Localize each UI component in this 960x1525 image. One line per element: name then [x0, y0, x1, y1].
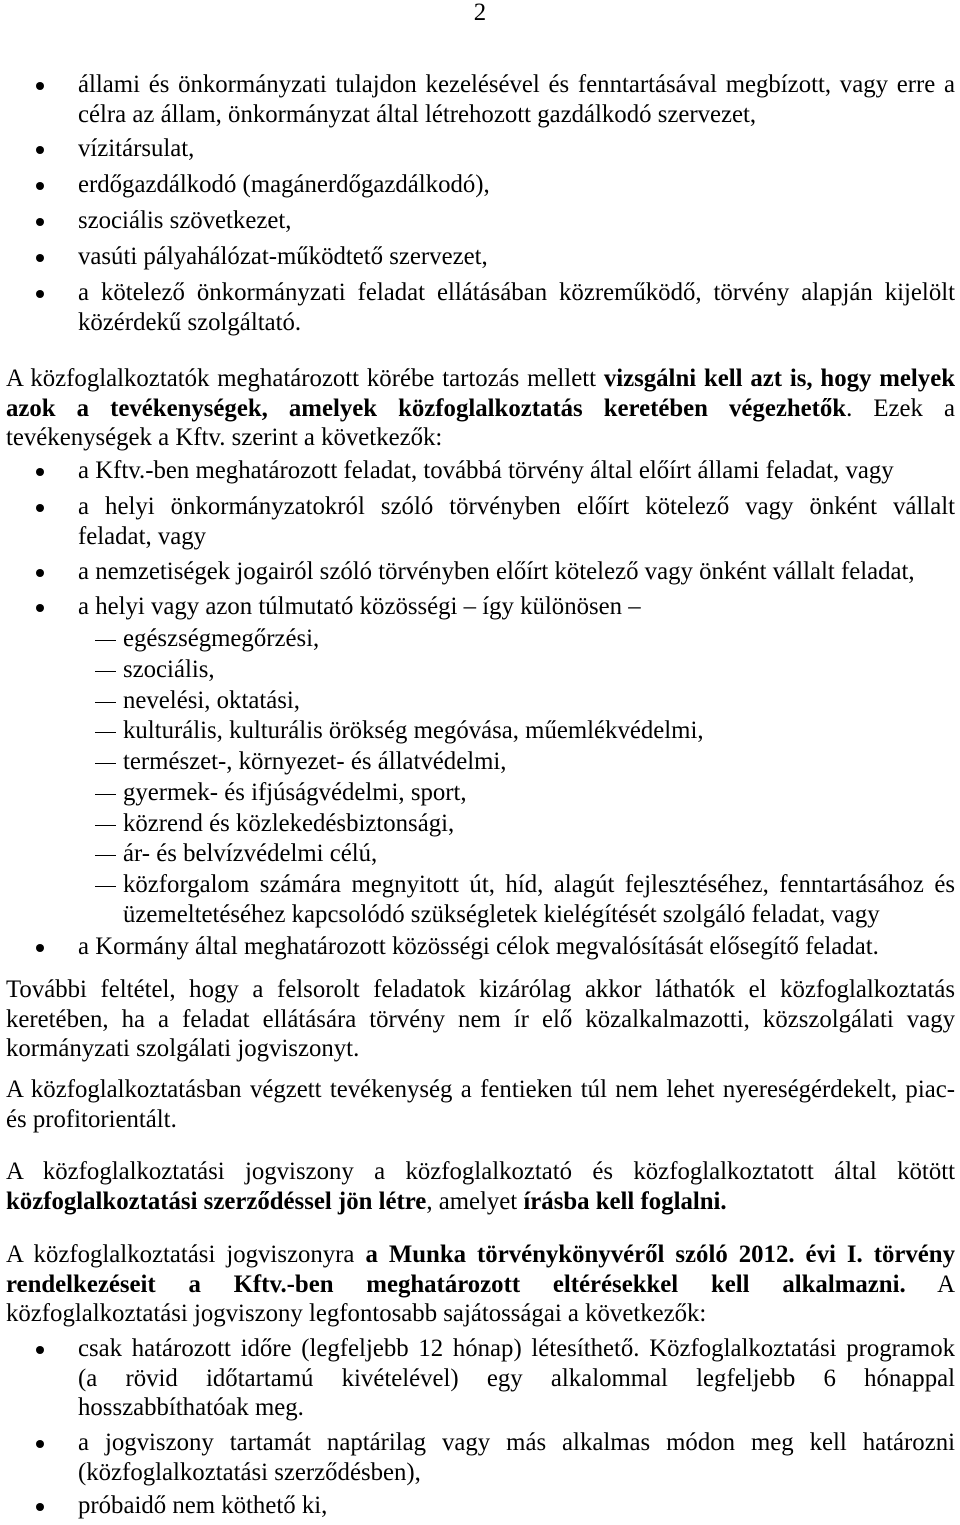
bullet-icon: [36, 468, 44, 476]
text-line: szociális szövetkezet,: [78, 207, 292, 234]
bullet-icon: [36, 218, 44, 226]
text-line: erdőgazdálkodó (magánerdőgazdálkodó),: [78, 171, 490, 198]
dash-marker-icon: [95, 855, 116, 856]
emphasis-text: a Munka törvénykönyvéről szóló 2012. évi I. törvény: [365, 1241, 955, 1268]
bullet-icon: [36, 1440, 44, 1448]
sublist-item: [123, 870, 955, 929]
list-item: [78, 1334, 955, 1423]
text-line: a jogviszony tartamát naptárilag vagy más alkalmas módon meg kell határozni: [78, 1429, 955, 1456]
sublist-item: [123, 624, 955, 654]
text-line: és profitorientált.: [6, 1105, 177, 1133]
text-line: szociális,: [123, 655, 215, 683]
paragraph: [6, 1157, 955, 1216]
text-run: A: [905, 1270, 955, 1298]
text-line: [6, 1240, 955, 1270]
list-item: [78, 278, 955, 337]
text-line: keretében, ha a feladat ellátására törvény nem ír elő közalkalmazotti, közszolgálati vagy: [6, 1005, 955, 1033]
text-line: csak határozott időre (legfeljebb 12 hónap) létesíthető. Közfoglalkoztatási programok: [78, 1335, 955, 1362]
text-line: kulturális, kulturális örökség megóvása, műemlékvédelmi,: [123, 717, 704, 745]
list-item: [78, 932, 955, 962]
text-line: [6, 364, 955, 394]
text-line: feladat, vagy: [78, 522, 207, 550]
bullet-list-organizations: [0, 70, 960, 337]
bullet-list-characteristics: [0, 1334, 960, 1521]
text-line: A közfoglalkoztatásban végzett tevékenység a fentieken túl nem lehet nyereségérdekelt, piac-: [6, 1076, 955, 1103]
text-line: [6, 1299, 955, 1329]
paragraph: [6, 1075, 955, 1134]
text-run: A közfoglalkoztatók meghatározott körébe tartozás mellett: [6, 365, 604, 392]
text-line: ár- és belvízvédelmi célú,: [123, 840, 378, 868]
text-line: [6, 1270, 955, 1300]
list-item: [78, 242, 955, 272]
text-line: közérdekű szolgáltató.: [78, 308, 302, 336]
text-line: [6, 1157, 955, 1187]
text-line: üzemeltetéséhez kapcsolódó szükségletek kielégítését szolgáló feladat, vagy: [123, 900, 880, 928]
sublist-item: [123, 716, 955, 746]
emphasis-text: közfoglalkoztatási szerződéssel jön létre: [6, 1187, 427, 1215]
text-line: [6, 423, 955, 453]
list-item: [78, 170, 955, 200]
document-body: [0, 70, 960, 1521]
sublist-item: [123, 686, 955, 716]
text-line: gyermek- és ifjúságvédelmi, sport,: [123, 778, 467, 806]
text-line: [6, 1187, 955, 1217]
bullet-icon: [36, 569, 44, 577]
text-run: , amelyet: [426, 1187, 524, 1215]
text-line: célra az állam, önkormányzat által létrehozott gazdálkodó szervezet,: [78, 100, 757, 128]
bullet-icon: [36, 944, 44, 952]
text-line: vasúti pályahálózat-működtető szervezet,: [78, 243, 488, 270]
bullet-icon: [36, 290, 44, 298]
bullet-list-activities: [0, 456, 960, 962]
dash-marker-icon: [95, 640, 116, 641]
list-item: [78, 557, 955, 587]
emphasis-text: írásba kell foglalni.: [523, 1187, 727, 1215]
text-line: hosszabbíthatóak meg.: [78, 1394, 304, 1421]
list-item: [78, 206, 955, 236]
text-line: a Kftv.-ben meghatározott feladat, továbbá törvény által előírt állami feladat, vagy: [78, 457, 894, 484]
text-line: [6, 394, 955, 424]
text-line: a Kormány által meghatározott közösségi célok megvalósítását elősegítő feladat.: [78, 933, 879, 960]
paragraph: [6, 1240, 955, 1329]
dash-sublist: [123, 624, 955, 929]
list-item: [78, 1428, 955, 1487]
text-line: állami és önkormányzati tulajdon kezelésével és fenntartásával megbízott, vagy erre a: [78, 71, 955, 98]
bullet-icon: [36, 82, 44, 90]
dash-marker-icon: [95, 825, 116, 826]
paragraph: [6, 364, 955, 453]
dash-marker-icon: [95, 702, 116, 703]
text-line: További feltétel, hogy a felsorolt feladatok kizárólag akkor láthatók el közfoglalkoztatás: [6, 976, 955, 1003]
list-item: [78, 70, 955, 129]
text-line: a helyi önkormányzatokról szóló törvényben előírt kötelező vagy önként vállalt: [78, 493, 955, 520]
text-line: (a rövid időtartamú kivételével) egy alkalommal legfeljebb 6 hónappal: [78, 1364, 955, 1392]
dash-marker-icon: [95, 763, 116, 764]
list-item: [78, 456, 955, 486]
bullet-icon: [36, 146, 44, 154]
list-item: [78, 492, 955, 551]
sublist-item: [123, 809, 955, 839]
text-line: a helyi vagy azon túlmutató közösségi – így különösen –: [78, 593, 641, 620]
dash-marker-icon: [95, 732, 116, 733]
sublist-item: [123, 839, 955, 869]
text-line: a kötelező önkormányzati feladat ellátásában közreműködő, törvény alapján kijelölt: [78, 279, 955, 306]
bullet-icon: [36, 1346, 44, 1354]
text-line: (közfoglalkoztatási szerződésben),: [78, 1458, 421, 1486]
bullet-icon: [36, 504, 44, 512]
text-line: közforgalom számára megnyitott út, híd, alagút fejlesztéséhez, fenntartásához és: [123, 871, 955, 898]
text-line: próbaidő nem köthető ki,: [78, 1492, 328, 1519]
list-item: [78, 592, 955, 929]
text-line: vízitársulat,: [78, 135, 195, 162]
text-run: A közfoglalkoztatási jogviszony a közfoglalkoztató és közfoglalkoztatott által kötött: [6, 1158, 955, 1185]
sublist-item: [123, 778, 955, 808]
sublist-item: [123, 655, 955, 685]
text-line: természet-, környezet- és állatvédelmi,: [123, 748, 507, 775]
dash-marker-icon: [95, 886, 116, 887]
bullet-icon: [36, 604, 44, 612]
page-number: 2: [473, 0, 487, 26]
bullet-icon: [36, 254, 44, 262]
dash-marker-icon: [95, 671, 116, 672]
text-line: a nemzetiségek jogairól szóló törvényben előírt kötelező vagy önként vállalt feladat,: [78, 558, 915, 585]
text-run: közfoglalkoztatási jogviszony legfontosabb sajátosságai a következők:: [6, 1300, 707, 1327]
text-line: nevelési, oktatási,: [123, 686, 300, 714]
text-run: . Ezek a: [846, 394, 955, 422]
sublist-item: [123, 747, 955, 777]
text-line: egészségmegőrzési,: [123, 625, 320, 652]
emphasis-text: azok a tevékenységek, amelyek közfoglalkoztatás keretében végezhetők: [6, 394, 847, 422]
text-run: tevékenységek a Kftv. szerint a következők:: [6, 424, 443, 451]
text-line: kormányzati szolgálati jogviszonyt.: [6, 1035, 360, 1062]
list-item: [78, 134, 955, 164]
emphasis-text: rendelkezéseit a Kftv.-ben meghatározott eltérésekkel kell alkalmazni.: [6, 1270, 906, 1298]
dash-marker-icon: [95, 794, 116, 795]
text-line: közrend és közlekedésbiztonsági,: [123, 809, 455, 837]
bullet-icon: [36, 1503, 44, 1511]
text-run: A közfoglalkoztatási jogviszonyra: [6, 1241, 366, 1268]
bullet-icon: [36, 182, 44, 190]
paragraph: [6, 975, 955, 1064]
list-item: [78, 1491, 955, 1521]
emphasis-text: vizsgálni kell azt is, hogy melyek: [603, 365, 955, 392]
